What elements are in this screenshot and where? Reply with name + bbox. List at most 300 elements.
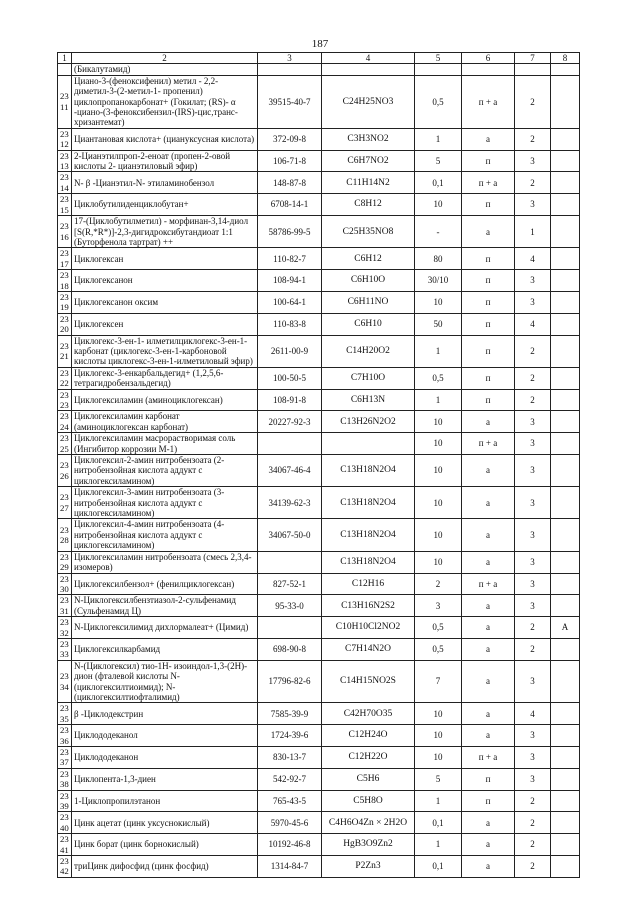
row-number: 2338 bbox=[58, 768, 72, 790]
aggregate-state: п bbox=[462, 335, 515, 367]
cas-number: 10192-46-8 bbox=[258, 834, 322, 856]
hazard-class: 3 bbox=[515, 411, 551, 433]
row-number: 2328 bbox=[58, 519, 72, 551]
chemical-formula: C13H18N2O4 bbox=[322, 551, 415, 573]
table-row bbox=[58, 617, 580, 639]
special-mark bbox=[551, 335, 580, 367]
table-row bbox=[58, 812, 580, 834]
row-number: 2340 bbox=[58, 812, 72, 834]
table-row bbox=[58, 313, 580, 335]
limit-value: 10 bbox=[415, 411, 462, 433]
limit-value: 10 bbox=[415, 551, 462, 573]
aggregate-state: п + а bbox=[462, 75, 515, 128]
cas-number: 34067-50-0 bbox=[258, 519, 322, 551]
limit-value: 1 bbox=[415, 790, 462, 812]
special-mark bbox=[551, 747, 580, 769]
row-number: 2332 bbox=[58, 617, 72, 639]
aggregate-state: а bbox=[462, 216, 515, 248]
column-header: 4 bbox=[322, 53, 415, 64]
row-number: 2334 bbox=[58, 660, 72, 703]
hazard-class: 3 bbox=[515, 194, 551, 216]
substance-name: Циклогексил-3-амин нитробензоата (3-нитробензойная кислота аддукт с циклогексиламином) bbox=[72, 487, 258, 519]
table-row bbox=[58, 216, 580, 248]
substance-name: (Бикалутамид) bbox=[72, 64, 258, 75]
chemical-formula: C13H18N2O4 bbox=[322, 519, 415, 551]
row-number bbox=[58, 64, 72, 75]
chemical-formula: C13H26N2O2 bbox=[322, 411, 415, 433]
aggregate-state: п bbox=[462, 389, 515, 411]
table-row bbox=[58, 367, 580, 389]
chemical-formula: C24H25NO3 bbox=[322, 75, 415, 128]
aggregate-state: а bbox=[462, 812, 515, 834]
aggregate-state: п bbox=[462, 291, 515, 313]
limit-value: 10 bbox=[415, 291, 462, 313]
chemical-formula: C14H15NO2S bbox=[322, 660, 415, 703]
row-number: 2337 bbox=[58, 747, 72, 769]
table-row bbox=[58, 834, 580, 856]
limit-value bbox=[415, 64, 462, 75]
substance-name: Циклобутилиденциклобутан+ bbox=[72, 194, 258, 216]
aggregate-state: а bbox=[462, 551, 515, 573]
page-number: 187 bbox=[311, 38, 329, 50]
cas-number: 58786-99-5 bbox=[258, 216, 322, 248]
cas-number: 39515-40-7 bbox=[258, 75, 322, 128]
cas-number: 34139-62-3 bbox=[258, 487, 322, 519]
chemical-formula: C25H35NO8 bbox=[322, 216, 415, 248]
hazard-class bbox=[515, 64, 551, 75]
chemical-formula: HgB3O9Zn2 bbox=[322, 834, 415, 856]
limit-value: 30/10 bbox=[415, 270, 462, 292]
row-number: 2316 bbox=[58, 216, 72, 248]
row-number: 2323 bbox=[58, 389, 72, 411]
row-number: 2312 bbox=[58, 128, 72, 150]
table-row bbox=[58, 747, 580, 769]
chemical-formula: C6H7NO2 bbox=[322, 150, 415, 172]
special-mark bbox=[551, 313, 580, 335]
table-row bbox=[58, 291, 580, 313]
special-mark bbox=[551, 638, 580, 660]
limit-value: 0,5 bbox=[415, 367, 462, 389]
table-row bbox=[58, 411, 580, 433]
hazard-class: 2 bbox=[515, 172, 551, 194]
table-row bbox=[58, 768, 580, 790]
special-mark bbox=[551, 519, 580, 551]
table-row bbox=[58, 638, 580, 660]
column-header: 5 bbox=[415, 53, 462, 64]
hazard-class: 3 bbox=[515, 573, 551, 595]
chemical-formula bbox=[322, 433, 415, 455]
hazard-class: 2 bbox=[515, 856, 551, 878]
substance-name: Циклогексил-4-амин нитробензоата (4-нитробензойная кислота аддукт с циклогексиламином) bbox=[72, 519, 258, 551]
special-mark bbox=[551, 790, 580, 812]
cas-number: 110-82-7 bbox=[258, 248, 322, 270]
substance-name: Циклопента-1,3-диен bbox=[72, 768, 258, 790]
limit-value: 0,1 bbox=[415, 856, 462, 878]
cas-number: 372-09-8 bbox=[258, 128, 322, 150]
cas-number: 2611-00-9 bbox=[258, 335, 322, 367]
cas-number bbox=[258, 551, 322, 573]
limit-value: 10 bbox=[415, 194, 462, 216]
chemical-formula: C13H18N2O4 bbox=[322, 487, 415, 519]
hazard-class: 2 bbox=[515, 389, 551, 411]
substance-name: Цинк ацетат (цинк уксуснокислый) bbox=[72, 812, 258, 834]
cas-number: 1314-84-7 bbox=[258, 856, 322, 878]
limit-value: 5 bbox=[415, 768, 462, 790]
substance-name: Циклогексан bbox=[72, 248, 258, 270]
aggregate-state: п bbox=[462, 367, 515, 389]
column-header: 3 bbox=[258, 53, 322, 64]
special-mark bbox=[551, 551, 580, 573]
aggregate-state: а bbox=[462, 617, 515, 639]
special-mark bbox=[551, 660, 580, 703]
cas-number: 830-13-7 bbox=[258, 747, 322, 769]
hazard-class: 3 bbox=[515, 291, 551, 313]
cas-number: 95-33-0 bbox=[258, 595, 322, 617]
hazard-class: 4 bbox=[515, 703, 551, 725]
row-number: 2335 bbox=[58, 703, 72, 725]
hazard-class: 3 bbox=[515, 768, 551, 790]
aggregate-state: а bbox=[462, 487, 515, 519]
substance-name: β -Циклодекстрин bbox=[72, 703, 258, 725]
table-row bbox=[58, 270, 580, 292]
limit-value: 0,5 bbox=[415, 75, 462, 128]
row-number: 2313 bbox=[58, 150, 72, 172]
table-row bbox=[58, 856, 580, 878]
hazard-class: 2 bbox=[515, 834, 551, 856]
substance-name: Цинк борат (цинк борнокислый) bbox=[72, 834, 258, 856]
substance-name: Циклододеканол bbox=[72, 725, 258, 747]
substance-name: 1-Циклопропилэтанон bbox=[72, 790, 258, 812]
cas-number bbox=[258, 617, 322, 639]
cas-number: 148-87-8 bbox=[258, 172, 322, 194]
row-number: 2336 bbox=[58, 725, 72, 747]
limit-value: 10 bbox=[415, 747, 462, 769]
chemical-formula: C13H16N2S2 bbox=[322, 595, 415, 617]
table-row bbox=[58, 433, 580, 455]
chemical-formula: C12H24O bbox=[322, 725, 415, 747]
aggregate-state: а bbox=[462, 595, 515, 617]
substance-name: Циклогекс-3-ен-1- илметилциклогекс-3-ен-1- карбонат (циклогекс-3-ен-1-карбоновой кислоты циклогекс-3-ен-1-илметиловый эфир) bbox=[72, 335, 258, 367]
limit-value: 0,5 bbox=[415, 617, 462, 639]
column-header: 1 bbox=[58, 53, 72, 64]
aggregate-state: п + а bbox=[462, 573, 515, 595]
special-mark bbox=[551, 703, 580, 725]
substance-name: Циклогексил-2-амин нитробензоата (2-нитробензойная кислота аддукт с циклогексиламином) bbox=[72, 455, 258, 487]
aggregate-state: п + а bbox=[462, 747, 515, 769]
substance-name: Циклогексиламин карбонат (аминоциклогексан карбонат) bbox=[72, 411, 258, 433]
row-number: 2327 bbox=[58, 487, 72, 519]
substance-name: 2-Цианэтилпроп-2-еноат (пропен-2-овой кислоты 2- цианэтиловый эфир) bbox=[72, 150, 258, 172]
aggregate-state: а bbox=[462, 128, 515, 150]
hazard-class: 3 bbox=[515, 747, 551, 769]
row-number: 2341 bbox=[58, 834, 72, 856]
limit-value: 0,5 bbox=[415, 638, 462, 660]
aggregate-state: п + а bbox=[462, 433, 515, 455]
hazard-class: 4 bbox=[515, 248, 551, 270]
aggregate-state: а bbox=[462, 856, 515, 878]
limit-value: 80 bbox=[415, 248, 462, 270]
table-row bbox=[58, 128, 580, 150]
chemical-formula bbox=[322, 64, 415, 75]
hazard-class: 3 bbox=[515, 725, 551, 747]
substance-name: триЦинк дифосфид (цинк фосфид) bbox=[72, 856, 258, 878]
aggregate-state: а bbox=[462, 660, 515, 703]
hazard-class: 2 bbox=[515, 638, 551, 660]
limit-value: 10 bbox=[415, 725, 462, 747]
table-row bbox=[58, 172, 580, 194]
limit-value: 7 bbox=[415, 660, 462, 703]
row-number: 2324 bbox=[58, 411, 72, 433]
special-mark bbox=[551, 768, 580, 790]
substance-name: Циклододеканон bbox=[72, 747, 258, 769]
cas-number: 100-50-5 bbox=[258, 367, 322, 389]
special-mark bbox=[551, 270, 580, 292]
row-number: 2329 bbox=[58, 551, 72, 573]
chemical-formula: C6H13N bbox=[322, 389, 415, 411]
row-number: 2315 bbox=[58, 194, 72, 216]
chemical-formula: C8H12 bbox=[322, 194, 415, 216]
substance-name: 17-(Циклобутилметил) - морфинан-3,14-диол [S(R,*R*)]-2,3-дигидроксибутандиоат 1:1 (Буторфенола тартрат) ++ bbox=[72, 216, 258, 248]
row-number: 2314 bbox=[58, 172, 72, 194]
aggregate-state: п bbox=[462, 313, 515, 335]
substance-name: Циклогексиламин масрорастворимая соль (Ингибитор коррозии М-1) bbox=[72, 433, 258, 455]
hazard-class: 2 bbox=[515, 367, 551, 389]
chemical-formula: C14H20O2 bbox=[322, 335, 415, 367]
chemical-formula: C13H18N2O4 bbox=[322, 455, 415, 487]
aggregate-state: а bbox=[462, 638, 515, 660]
table-row bbox=[58, 194, 580, 216]
chemical-formula: C7H10O bbox=[322, 367, 415, 389]
hazard-class: 2 bbox=[515, 75, 551, 128]
hazard-class: 2 bbox=[515, 790, 551, 812]
cas-number: 1724-39-6 bbox=[258, 725, 322, 747]
substance-name: Циклогексанон оксим bbox=[72, 291, 258, 313]
chemical-formula: C12H22O bbox=[322, 747, 415, 769]
table-row bbox=[58, 64, 580, 75]
hazard-class: 4 bbox=[515, 313, 551, 335]
chemical-formula: C6H11NO bbox=[322, 291, 415, 313]
chemical-formula: C6H10 bbox=[322, 313, 415, 335]
limit-value: 1 bbox=[415, 389, 462, 411]
special-mark bbox=[551, 367, 580, 389]
limit-value: 2 bbox=[415, 573, 462, 595]
table-row bbox=[58, 660, 580, 703]
substance-name: Циклогексиламин (аминоциклогексан) bbox=[72, 389, 258, 411]
substance-name: Циклогексилкарбамид bbox=[72, 638, 258, 660]
special-mark bbox=[551, 248, 580, 270]
limit-value: 1 bbox=[415, 128, 462, 150]
substance-name: N-Циклогексилимид дихлормалеат+ (Цимид) bbox=[72, 617, 258, 639]
aggregate-state: а bbox=[462, 411, 515, 433]
row-number: 2321 bbox=[58, 335, 72, 367]
chemical-formula: C5H8O bbox=[322, 790, 415, 812]
hazard-class: 3 bbox=[515, 551, 551, 573]
special-mark bbox=[551, 64, 580, 75]
special-mark bbox=[551, 725, 580, 747]
special-mark bbox=[551, 75, 580, 128]
limit-value: 10 bbox=[415, 703, 462, 725]
aggregate-state: п bbox=[462, 790, 515, 812]
hazard-class: 2 bbox=[515, 812, 551, 834]
aggregate-state bbox=[462, 64, 515, 75]
chemical-formula: C4H6O4Zn × 2H2O bbox=[322, 812, 415, 834]
column-header: 6 bbox=[462, 53, 515, 64]
chemical-formula: C7H14N2O bbox=[322, 638, 415, 660]
row-number: 2331 bbox=[58, 595, 72, 617]
substance-name: N- β -Цианэтил-N- этиламинобензол bbox=[72, 172, 258, 194]
column-header: 8 bbox=[551, 53, 580, 64]
chemical-formula: C6H12 bbox=[322, 248, 415, 270]
table-row bbox=[58, 487, 580, 519]
hazard-class: 3 bbox=[515, 150, 551, 172]
limit-value: - bbox=[415, 216, 462, 248]
special-mark bbox=[551, 194, 580, 216]
cas-number: 17796-82-6 bbox=[258, 660, 322, 703]
limit-value: 3 bbox=[415, 595, 462, 617]
row-number: 2319 bbox=[58, 291, 72, 313]
substance-table bbox=[57, 52, 580, 878]
aggregate-state: п bbox=[462, 248, 515, 270]
cas-number: 106-71-8 bbox=[258, 150, 322, 172]
hazard-class: 3 bbox=[515, 519, 551, 551]
substance-name: Циклогекс-3-енкарбальдегид+ (1,2,5,6-тетрагидробензальдегид) bbox=[72, 367, 258, 389]
hazard-class: 3 bbox=[515, 487, 551, 519]
hazard-class: 2 bbox=[515, 335, 551, 367]
cas-number: 765-43-5 bbox=[258, 790, 322, 812]
table-row bbox=[58, 551, 580, 573]
aggregate-state: п bbox=[462, 270, 515, 292]
special-mark bbox=[551, 172, 580, 194]
table-row bbox=[58, 455, 580, 487]
aggregate-state: а bbox=[462, 834, 515, 856]
row-number: 2317 bbox=[58, 248, 72, 270]
table-row bbox=[58, 790, 580, 812]
special-mark bbox=[551, 595, 580, 617]
cas-number: 542-92-7 bbox=[258, 768, 322, 790]
chemical-formula: C10H10Cl2NO2 bbox=[322, 617, 415, 639]
column-header: 7 bbox=[515, 53, 551, 64]
cas-number: 6708-14-1 bbox=[258, 194, 322, 216]
hazard-class: 3 bbox=[515, 433, 551, 455]
substance-name: Циклогексилбензол+ (фенилциклогексан) bbox=[72, 573, 258, 595]
aggregate-state: п bbox=[462, 150, 515, 172]
special-mark bbox=[551, 411, 580, 433]
chemical-formula: C11H14N2 bbox=[322, 172, 415, 194]
cas-number: 827-52-1 bbox=[258, 573, 322, 595]
special-mark bbox=[551, 128, 580, 150]
table-row bbox=[58, 248, 580, 270]
limit-value: 1 bbox=[415, 834, 462, 856]
table-row bbox=[58, 150, 580, 172]
special-mark: А bbox=[551, 617, 580, 639]
limit-value: 50 bbox=[415, 313, 462, 335]
table-row bbox=[58, 573, 580, 595]
cas-number: 698-90-8 bbox=[258, 638, 322, 660]
aggregate-state: а bbox=[462, 519, 515, 551]
hazard-class: 1 bbox=[515, 216, 551, 248]
special-mark bbox=[551, 856, 580, 878]
cas-number: 7585-39-9 bbox=[258, 703, 322, 725]
chemical-formula: C42H70O35 bbox=[322, 703, 415, 725]
aggregate-state: п bbox=[462, 194, 515, 216]
table-row bbox=[58, 335, 580, 367]
substance-name: N-(Циклогексил) тио-1Н- изоиндол-1,3-(2Н)-дион (фталевой кислоты N-(циклогексилтиоимид); N-(циклогексилтиофталимид) bbox=[72, 660, 258, 703]
chemical-formula: C6H10O bbox=[322, 270, 415, 292]
special-mark bbox=[551, 389, 580, 411]
special-mark bbox=[551, 573, 580, 595]
hazard-class: 2 bbox=[515, 128, 551, 150]
table-body bbox=[58, 64, 580, 877]
aggregate-state: а bbox=[462, 725, 515, 747]
special-mark bbox=[551, 150, 580, 172]
cas-number: 20227-92-3 bbox=[258, 411, 322, 433]
cas-number: 110-83-8 bbox=[258, 313, 322, 335]
row-number: 2330 bbox=[58, 573, 72, 595]
substance-name: Циклогексиламин нитробензоата (смесь 2,3,4- изомеров) bbox=[72, 551, 258, 573]
row-number: 2326 bbox=[58, 455, 72, 487]
cas-number: 5970-45-6 bbox=[258, 812, 322, 834]
limit-value: 1 bbox=[415, 335, 462, 367]
chemical-formula: C12H16 bbox=[322, 573, 415, 595]
table-row bbox=[58, 703, 580, 725]
hazard-class: 3 bbox=[515, 455, 551, 487]
hazard-class: 2 bbox=[515, 617, 551, 639]
hazard-class: 3 bbox=[515, 660, 551, 703]
cas-number: 100-64-1 bbox=[258, 291, 322, 313]
special-mark bbox=[551, 487, 580, 519]
special-mark bbox=[551, 291, 580, 313]
row-number: 2311 bbox=[58, 75, 72, 128]
row-number: 2318 bbox=[58, 270, 72, 292]
substance-name: N-Циклогексилбензтиазол-2-сульфенамид (Сульфенамид Ц) bbox=[72, 595, 258, 617]
row-number: 2339 bbox=[58, 790, 72, 812]
limit-value: 10 bbox=[415, 487, 462, 519]
special-mark bbox=[551, 433, 580, 455]
row-number: 2325 bbox=[58, 433, 72, 455]
table-row bbox=[58, 725, 580, 747]
hazard-class: 3 bbox=[515, 270, 551, 292]
limit-value: 10 bbox=[415, 519, 462, 551]
row-number: 2322 bbox=[58, 367, 72, 389]
limit-value: 0,1 bbox=[415, 812, 462, 834]
cas-number: 108-94-1 bbox=[258, 270, 322, 292]
aggregate-state: п bbox=[462, 768, 515, 790]
cas-number bbox=[258, 433, 322, 455]
table-row bbox=[58, 519, 580, 551]
column-header: 2 bbox=[72, 53, 258, 64]
aggregate-state: а bbox=[462, 455, 515, 487]
special-mark bbox=[551, 812, 580, 834]
row-number: 2342 bbox=[58, 856, 72, 878]
cas-number: 108-91-8 bbox=[258, 389, 322, 411]
limit-value: 0,1 bbox=[415, 172, 462, 194]
special-mark bbox=[551, 834, 580, 856]
table-row bbox=[58, 389, 580, 411]
hazard-class: 3 bbox=[515, 595, 551, 617]
chemical-formula: P2Zn3 bbox=[322, 856, 415, 878]
limit-value: 10 bbox=[415, 433, 462, 455]
table-row bbox=[58, 75, 580, 128]
special-mark bbox=[551, 216, 580, 248]
limit-value: 5 bbox=[415, 150, 462, 172]
substance-name: Циклогексен bbox=[72, 313, 258, 335]
chemical-formula: C5H6 bbox=[322, 768, 415, 790]
row-number: 2320 bbox=[58, 313, 72, 335]
special-mark bbox=[551, 455, 580, 487]
aggregate-state: п + а bbox=[462, 172, 515, 194]
cas-number bbox=[258, 64, 322, 75]
chemical-formula: C3H3NO2 bbox=[322, 128, 415, 150]
